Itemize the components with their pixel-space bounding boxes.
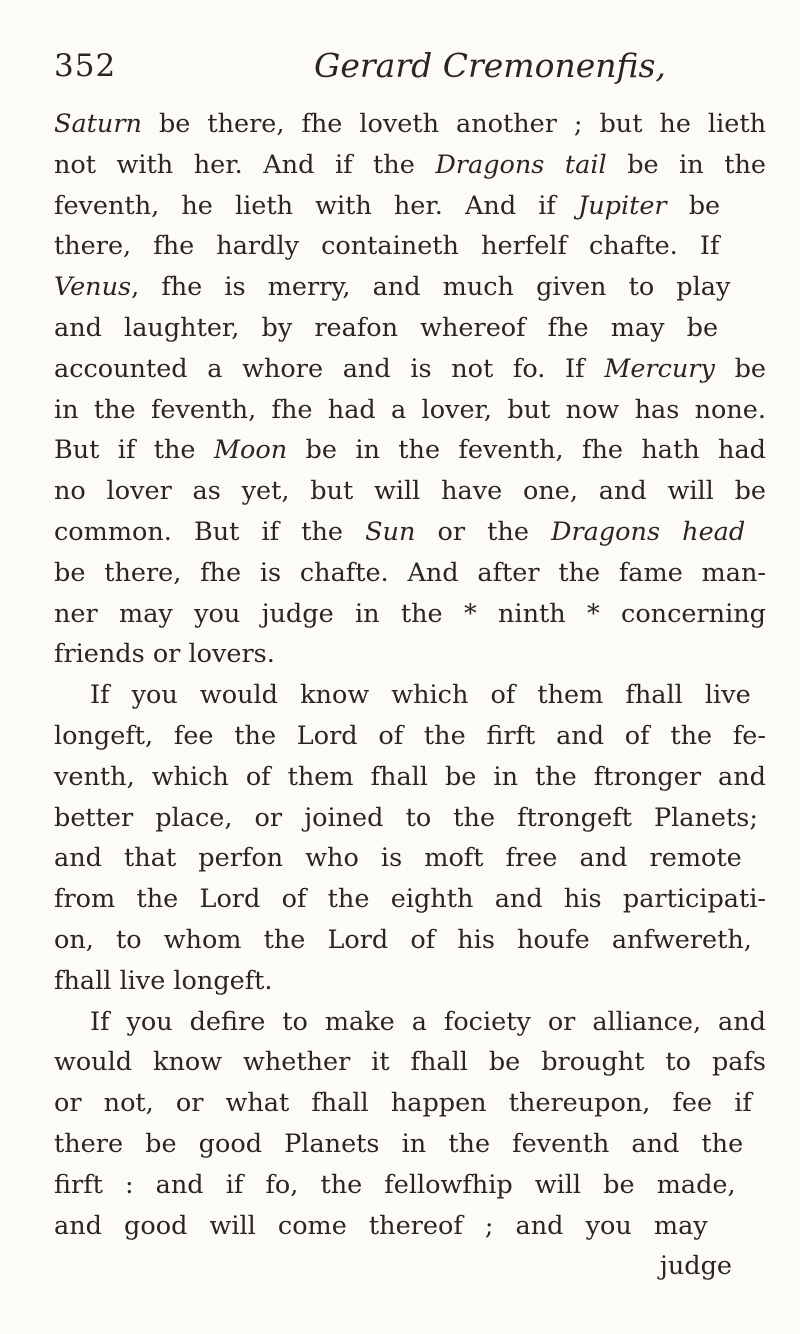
text-line: firft : and if fo, the fellowfhip will be made, [54,1169,736,1200]
text-line: from the Lord of the eighth and his participati- [54,884,766,915]
text-line: not with her. And if the Dragons tail be in the [54,149,766,180]
text-line: Saturn be there, fhe loveth another ; but he lieth [54,109,766,139]
text-line-paragraph-end: fhall live longeft. [54,965,273,996]
text-line: and laughter, by reafon whereof fhe may be [54,312,719,343]
text-line: and good will come thereof ; and you may [54,1210,708,1241]
text-line: in the feventh, fhe had a lover, but now has none. [54,394,766,425]
text-line: on, to whom the Lord of his houfe anfwereth, [54,924,752,955]
text-line: ner may you judge in the * ninth * concerning [54,598,766,629]
text-line: would know whether it fhall be brought to pafs [54,1047,766,1078]
text-line: and that perfon who is moft free and remote [54,843,742,874]
text-line: venth, which of them fhall be in the ftronger and [54,761,766,792]
text-line-paragraph-end: friends or lovers. [54,639,275,670]
body-text [54,104,766,1287]
text-line: no lover as yet, but will have one, and will be [54,476,766,507]
text-line: longeft, fee the Lord of the firft and of the fe- [54,720,766,751]
text-line: there be good Planets in the feventh and the [54,1128,744,1159]
text-line: better place, or joined to the ftrongeft Planets; [54,802,758,833]
catchword: judge [659,1251,732,1282]
running-head: Gerard Cremonenfis, [314,46,666,85]
text-line: accounted a whore and is not fo. If Mercury be [54,353,766,384]
text-line: But if the Moon be in the feventh, fhe hath had [54,435,766,466]
text-line-paragraph-start: If you defire to make a fociety or alliance, and [90,1006,766,1037]
text-line: or not, or what fhall happen thereupon, fee if [54,1088,752,1119]
text-line: be there, fhe is chafte. And after the fame man- [54,557,766,588]
text-line: Venus, fhe is merry, and much given to play [54,272,731,303]
text-line-paragraph-start: If you would know which of them fhall live [90,680,751,711]
page-number: 352 [54,48,117,84]
text-line: there, fhe hardly containeth herfelf chafte. If [54,231,720,262]
page-header [54,44,754,92]
text-line: feventh, he lieth with her. And if Jupiter be [54,190,721,221]
text-line: common. But if the Sun or the Dragons head [54,516,746,547]
